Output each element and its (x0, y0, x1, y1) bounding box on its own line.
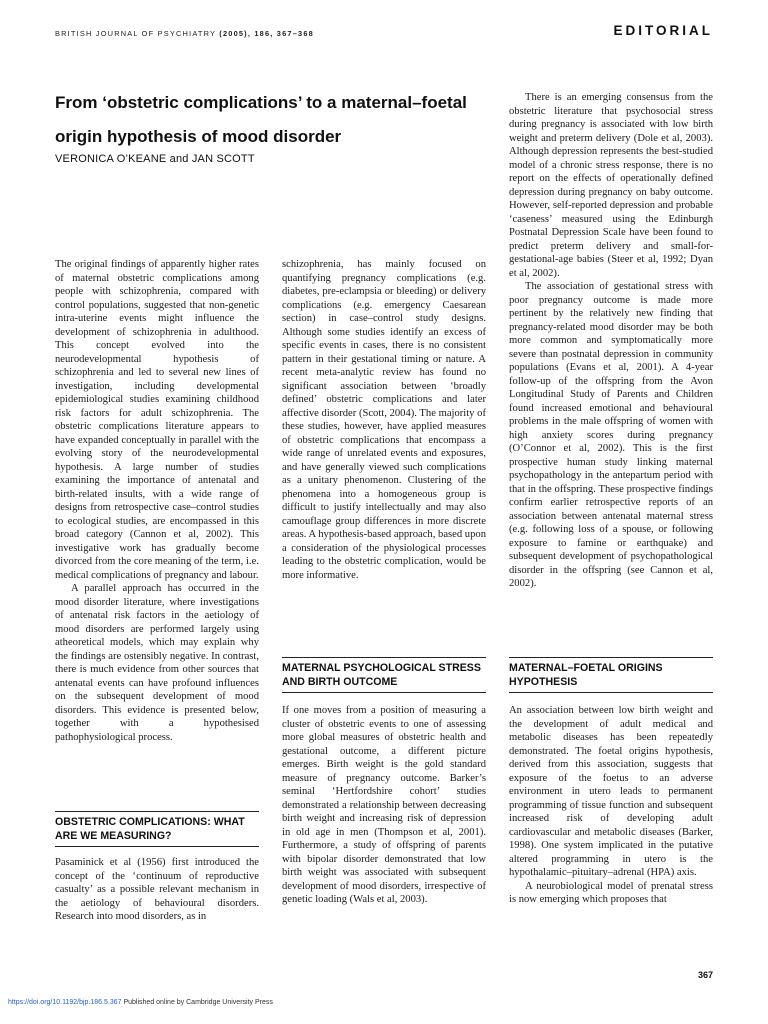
body-paragraph: Pasaminick et al (1956) first introduced the concept of the ‘continuum of reproductive casualty’ as a possible relevant mechanism in the aetiology of behavioural disorders. Research into mood disorders, as in (55, 857, 259, 922)
journal-name: BRITISH JOURNAL OF PSYCHIATRY (55, 29, 217, 38)
article-authors: VERONICA O’KEANE and JAN SCOTT (55, 153, 255, 165)
column-2-bottom (282, 704, 486, 907)
body-paragraph: The association of gestational stress with poor pregnancy outcome is made more pertinent by the relatively new finding that pregnancy-related mood disorder may be both more common and symptomatically more severe than postnatal depression in community populations (Evans et al, 2001). A 4-year follow-up of the offspring from the Avon Longitudinal Study of Parents and Children found increased emotional and behavioural problems in the male offspring of women with high anxiety scores during pregnancy (O’Connor et al, 2002). This is the first prospective human study linking maternal psychopathology in the antepartum period with that in the offspring. These prospective findings confirm earlier retrospective reports of an association between antenatal maternal stress (e.g. following loss of a spouse, or following exposure to famine or earthquake) and subsequent development of psychopathological disorder in the offspring (see Cannon et al, 2002). (509, 281, 713, 589)
column-1-bottom (55, 856, 259, 924)
doi-link[interactable]: https://doi.org/10.1192/bjp.186.5.367 (8, 999, 122, 1006)
publisher-text: Published online by Cambridge University Press (123, 999, 273, 1006)
column-2-top (282, 258, 486, 582)
section-heading-maternal-stress: MATERNAL PSYCHOLOGICAL STRESS AND BIRTH OUTCOME (282, 657, 486, 693)
journal-header (55, 29, 314, 38)
column-3-bottom (509, 704, 713, 907)
column-3-top (509, 91, 713, 591)
article-title: From ‘obstetric complications’ to a maternal–foetal origin hypothesis of mood disorder (55, 93, 467, 146)
section-label: EDITORIAL (613, 23, 713, 38)
body-paragraph: A neurobiological model of prenatal stress is now emerging which proposes that (509, 880, 713, 905)
body-paragraph: There is an emerging consensus from the obstetric literature that psychosocial stress during pregnancy is associated with low birth weight and preterm delivery (Dole et al, 2003). Although depression represents the best-studied model of a chronic stress response, there is no report on the effects of operationally defined depression during pregnancy on baby outcome. However, self-reported depression and probable ‘caseness’ measured using the Edinburgh Postnatal Depression Scale have been found to predict preterm delivery and small-for-gestational-age babies (Steer et al, 1992; Dyan et al, 2002). (509, 92, 713, 279)
body-paragraph: If one moves from a position of measuring a cluster of obstetric events to one of assessing more global measures of obstetric health and gestational outcome, a different picture emerges. Birth weight is the gold standard measure of pregnancy outcome. Barker’s seminal ‘Hertfordshire cohort’ studies demonstrated a relationship between decreasing birth weight and increasing risk of depression in old age in men (Thompson et al, 2001). Furthermore, a study of offspring of parents with bipolar disorder demonstrated that low birth weight was associated with subsequent development of mood disorders, irrespective of genetic loading (Wals et al, 2003). (282, 705, 486, 905)
section-heading-obstetric: OBSTETRIC COMPLICATIONS: WHAT ARE WE MEASURING? (55, 811, 259, 847)
body-paragraph: An association between low birth weight and the development of adult medical and metabolic diseases has been repeatedly demonstrated. The foetal origins hypothesis, derived from this association, suggests that exposure of the foetus to an adverse environment in utero leads to permanent programming of tissue function and subsequent increased risk of developing adult cardiovascular and metabolic diseases (Barker, 1998). One system implicated in the putative altered programming in utero is the hypothalamic–pituitary–adrenal (HPA) axis. (509, 705, 713, 878)
page-number: 367 (697, 970, 713, 980)
footer (8, 999, 273, 1006)
section-heading-foetal-origins: MATERNAL–FOETAL ORIGINS HYPOTHESIS (509, 657, 713, 693)
body-paragraph: A parallel approach has occurred in the mood disorder literature, where investigations of antenatal risk factors in the aetiology of mood disorders are performed largely using atheoretical models, which may explain why the findings are ostensibly negative. In contrast, there is much evidence from other sources that antenatal events can have profound influences on the subsequent development of mood disorders. This evidence is presented below, together with a hypothesised pathophysiological process. (55, 583, 259, 743)
column-1-top (55, 258, 259, 744)
body-paragraph: The original findings of apparently higher rates of maternal obstetric complications among people with schizophrenia, compared with control populations, suggested that non-genetic intra-uterine events might influence the development of schizophrenia in adulthood. This concept evolved into the neurodevelopmental hypothesis of schizophrenia and led to several new lines of investigation, including developmental epidemiological studies examining childhood risk factors for adult schizophrenia. The obstetric complications literature appears to have expanded conceptually in parallel with the evolving story of the neurodevelopmental hypothesis. A large number of studies examining the importance of antenatal and birth-related insults, with a wide range of designs from retrospective case–control studies to ecological studies, are encompassed in this broad category (Cannon et al, 2002). This investigative work has gradually become divorced from the core meaning of the term, i.e. medical complications of pregnancy and labour. (55, 259, 259, 581)
body-paragraph: schizophrenia, has mainly focused on quantifying pregnancy complications (e.g. diabetes, pre-eclampsia or bleeding) or delivery complications (e.g. emergency Caesarean section) in case–control study designs. Although some studies identify an excess of specific events in cases, there is no consistent pattern in their gestational timing or nature. A recent meta-analytic review has found no significant association between ‘broadly defined’ obstetric complications and later affective disorder (Scott, 2004). The majority of these studies, however, have applied measures of obstetric complications that encompass a wide range of unrelated events and exposures, and have generally viewed such complications as a unitary phenomenon. Clustering of the phenomena into a homogeneous group is difficult to justify intellectually and may also camouflage group differences in more discrete areas. A hypothesis-based approach, based upon a consideration of the physiological processes leading to the obstetric complication, would be more informative. (282, 259, 486, 581)
volume-info: (2005), 186, 367–368 (219, 29, 314, 38)
